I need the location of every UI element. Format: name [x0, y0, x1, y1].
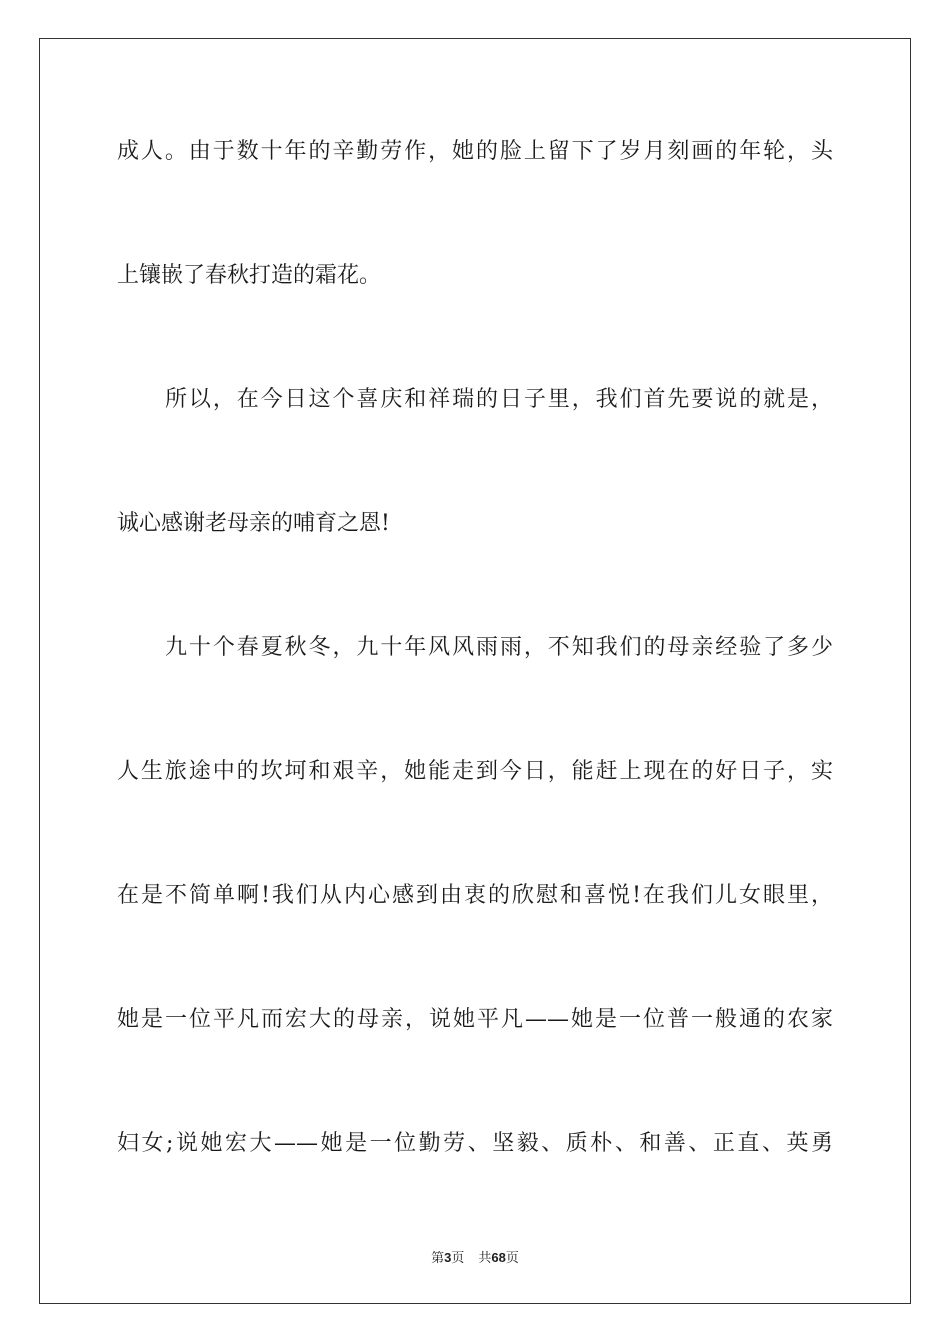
- page-footer: [0, 1247, 950, 1266]
- text-line: 所以，在今日这个喜庆和祥瑞的日子里，我们首先要说的就是，: [165, 387, 833, 412]
- total-suffix: 页: [505, 1251, 519, 1266]
- page-prefix: 第: [431, 1251, 445, 1266]
- text-line: 成人。由于数十年的辛勤劳作，她的脸上留下了岁月刻画的年轮，头: [117, 139, 833, 164]
- page-border: [39, 38, 911, 1304]
- text-line: 诚心感谢老母亲的哺育之恩!: [117, 511, 390, 536]
- page-suffix: 页: [451, 1251, 465, 1266]
- text-line: 妇女;说她宏大——她是一位勤劳、坚毅、质朴、和善、正直、英勇: [117, 1131, 833, 1156]
- text-line: 九十个春夏秋冬，九十年风风雨雨，不知我们的母亲经验了多少: [165, 635, 833, 660]
- page-number: 3: [444, 1250, 452, 1265]
- text-line: 人生旅途中的坎坷和艰辛，她能走到今日，能赶上现在的好日子，实: [117, 759, 833, 784]
- text-line: 她是一位平凡而宏大的母亲，说她平凡——她是一位普一般通的农家: [117, 1007, 833, 1032]
- text-line: 在是不简单啊!我们从内心感到由衷的欣慰和喜悦!在我们儿女眼里，: [117, 883, 833, 908]
- text-line: 上镶嵌了春秋打造的霜花。: [117, 263, 382, 288]
- total-prefix: 共: [478, 1251, 492, 1266]
- total-pages: 68: [491, 1250, 506, 1265]
